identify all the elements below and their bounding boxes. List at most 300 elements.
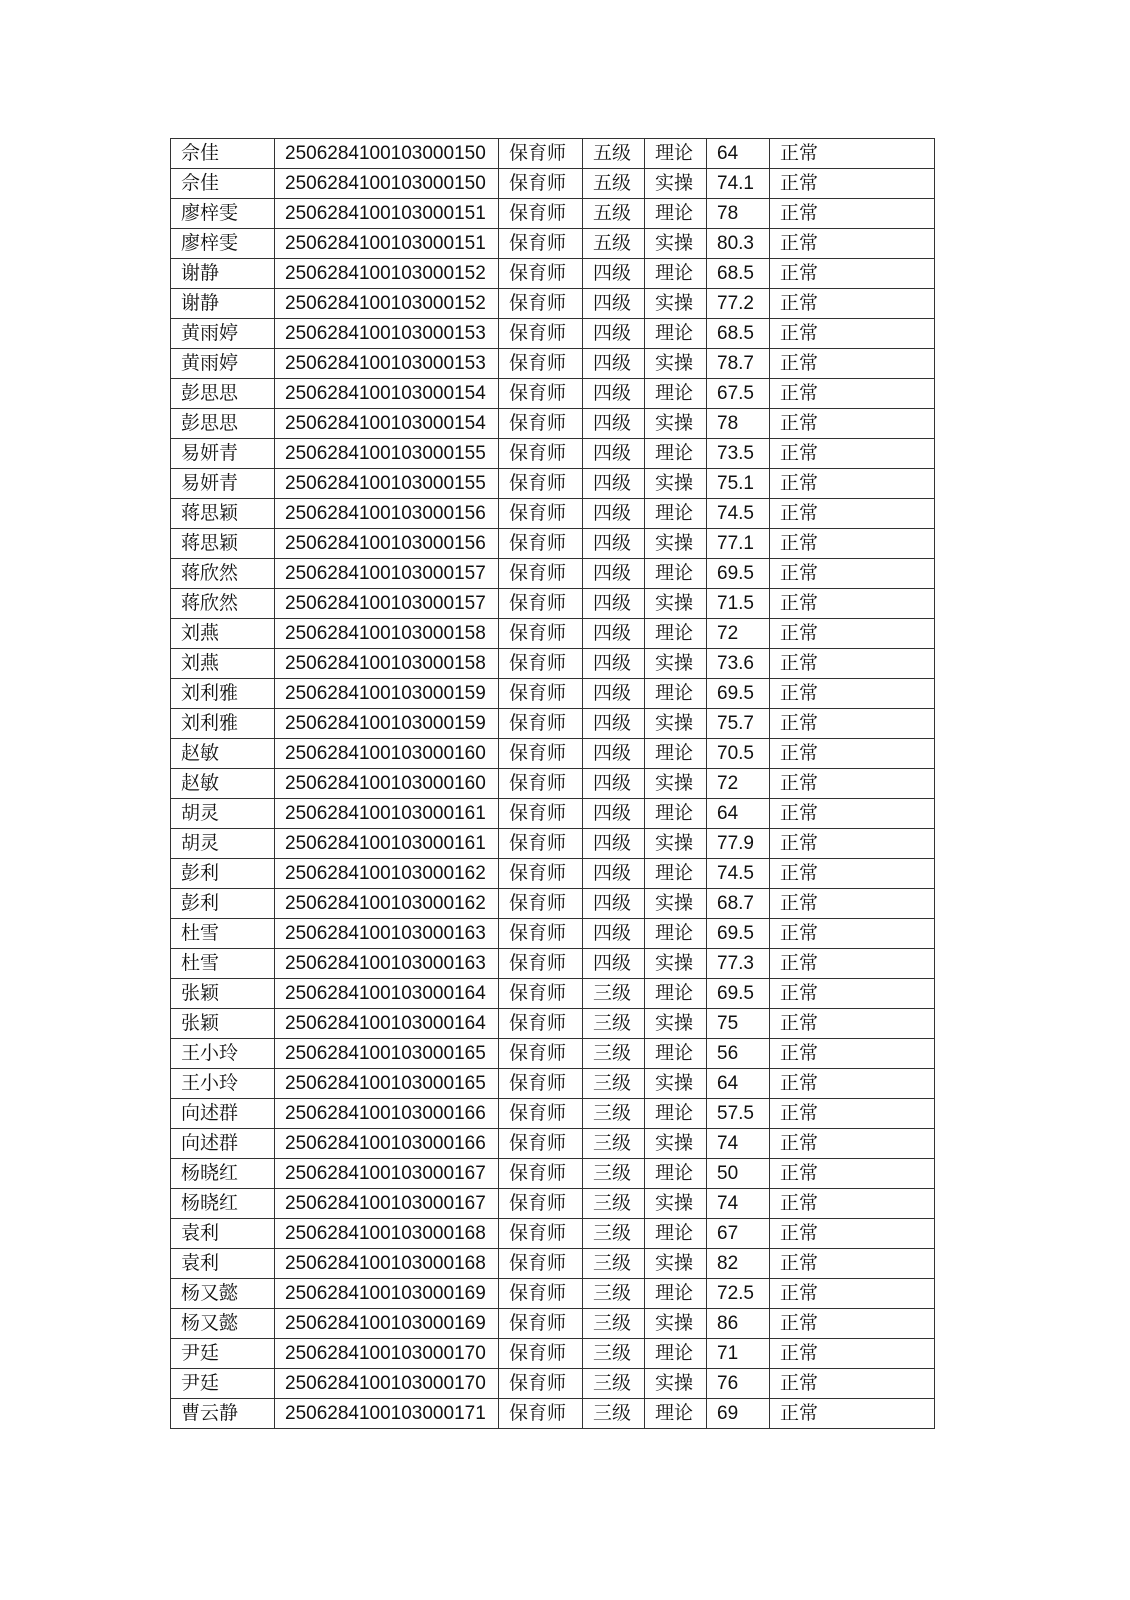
- exam-type-cell: 实操: [645, 349, 707, 379]
- exam-type-cell: 实操: [645, 1189, 707, 1219]
- score-cell: 69.5: [707, 559, 770, 589]
- occupation-cell: 保育师: [499, 1219, 583, 1249]
- exam-id-cell: 2506284100103000165: [275, 1039, 499, 1069]
- table-row: [171, 919, 935, 949]
- table-row: [171, 379, 935, 409]
- student-name-cell: 杨又懿: [171, 1279, 275, 1309]
- student-name-cell: 王小玲: [171, 1039, 275, 1069]
- table-row: [171, 1309, 935, 1339]
- exam-type-cell: 理论: [645, 799, 707, 829]
- occupation-cell: 保育师: [499, 709, 583, 739]
- status-cell: 正常: [770, 469, 935, 499]
- table-row: [171, 1279, 935, 1309]
- exam-type-cell: 理论: [645, 139, 707, 169]
- exam-type-cell: 理论: [645, 979, 707, 1009]
- exam-id-cell: 2506284100103000171: [275, 1399, 499, 1429]
- table-row: [171, 769, 935, 799]
- exam-id-cell: 2506284100103000152: [275, 259, 499, 289]
- student-name-cell: 向述群: [171, 1129, 275, 1159]
- status-cell: 正常: [770, 289, 935, 319]
- occupation-cell: 保育师: [499, 529, 583, 559]
- student-name-cell: 杜雪: [171, 949, 275, 979]
- status-cell: 正常: [770, 1039, 935, 1069]
- exam-type-cell: 理论: [645, 739, 707, 769]
- exam-id-cell: 2506284100103000162: [275, 859, 499, 889]
- student-name-cell: 蒋思颖: [171, 529, 275, 559]
- student-name-cell: 尹廷: [171, 1369, 275, 1399]
- exam-id-cell: 2506284100103000155: [275, 469, 499, 499]
- status-cell: 正常: [770, 1249, 935, 1279]
- level-cell: 三级: [583, 1399, 645, 1429]
- score-cell: 75: [707, 1009, 770, 1039]
- table-row: [171, 619, 935, 649]
- exam-type-cell: 实操: [645, 829, 707, 859]
- table-row: [171, 169, 935, 199]
- occupation-cell: 保育师: [499, 409, 583, 439]
- student-name-cell: 彭思思: [171, 379, 275, 409]
- exam-type-cell: 实操: [645, 1369, 707, 1399]
- exam-type-cell: 实操: [645, 649, 707, 679]
- exam-id-cell: 2506284100103000151: [275, 199, 499, 229]
- exam-id-cell: 2506284100103000157: [275, 589, 499, 619]
- exam-id-cell: 2506284100103000150: [275, 139, 499, 169]
- exam-id-cell: 2506284100103000154: [275, 379, 499, 409]
- score-cell: 72: [707, 619, 770, 649]
- level-cell: 三级: [583, 1339, 645, 1369]
- exam-id-cell: 2506284100103000164: [275, 1009, 499, 1039]
- status-cell: 正常: [770, 919, 935, 949]
- table-row: [171, 229, 935, 259]
- table-row: [171, 1369, 935, 1399]
- exam-type-cell: 理论: [645, 1339, 707, 1369]
- level-cell: 四级: [583, 379, 645, 409]
- exam-id-cell: 2506284100103000152: [275, 289, 499, 319]
- exam-id-cell: 2506284100103000153: [275, 349, 499, 379]
- occupation-cell: 保育师: [499, 1189, 583, 1219]
- student-name-cell: 易妍青: [171, 439, 275, 469]
- exam-id-cell: 2506284100103000161: [275, 829, 499, 859]
- score-cell: 64: [707, 139, 770, 169]
- exam-type-cell: 实操: [645, 1309, 707, 1339]
- table-row: [171, 1099, 935, 1129]
- level-cell: 三级: [583, 1129, 645, 1159]
- table-row: [171, 289, 935, 319]
- exam-type-cell: 理论: [645, 1279, 707, 1309]
- occupation-cell: 保育师: [499, 619, 583, 649]
- exam-type-cell: 理论: [645, 499, 707, 529]
- student-name-cell: 赵敏: [171, 739, 275, 769]
- occupation-cell: 保育师: [499, 1309, 583, 1339]
- exam-id-cell: 2506284100103000162: [275, 889, 499, 919]
- student-name-cell: 曹云静: [171, 1399, 275, 1429]
- score-cell: 74.5: [707, 859, 770, 889]
- score-cell: 64: [707, 799, 770, 829]
- score-cell: 68.5: [707, 259, 770, 289]
- exam-type-cell: 理论: [645, 679, 707, 709]
- occupation-cell: 保育师: [499, 1159, 583, 1189]
- level-cell: 四级: [583, 319, 645, 349]
- table-row: [171, 349, 935, 379]
- exam-id-cell: 2506284100103000158: [275, 649, 499, 679]
- occupation-cell: 保育师: [499, 739, 583, 769]
- level-cell: 四级: [583, 919, 645, 949]
- score-cell: 71.5: [707, 589, 770, 619]
- exam-type-cell: 理论: [645, 379, 707, 409]
- occupation-cell: 保育师: [499, 589, 583, 619]
- exam-type-cell: 理论: [645, 859, 707, 889]
- status-cell: 正常: [770, 409, 935, 439]
- score-cell: 67: [707, 1219, 770, 1249]
- exam-id-cell: 2506284100103000156: [275, 499, 499, 529]
- level-cell: 四级: [583, 589, 645, 619]
- occupation-cell: 保育师: [499, 349, 583, 379]
- score-cell: 71: [707, 1339, 770, 1369]
- score-cell: 56: [707, 1039, 770, 1069]
- occupation-cell: 保育师: [499, 1399, 583, 1429]
- exam-type-cell: 理论: [645, 1099, 707, 1129]
- table-row: [171, 1249, 935, 1279]
- table-row: [171, 139, 935, 169]
- student-name-cell: 彭思思: [171, 409, 275, 439]
- level-cell: 三级: [583, 1279, 645, 1309]
- occupation-cell: 保育师: [499, 679, 583, 709]
- level-cell: 四级: [583, 859, 645, 889]
- status-cell: 正常: [770, 1069, 935, 1099]
- exam-type-cell: 实操: [645, 409, 707, 439]
- score-cell: 76: [707, 1369, 770, 1399]
- student-name-cell: 彭利: [171, 859, 275, 889]
- level-cell: 五级: [583, 139, 645, 169]
- occupation-cell: 保育师: [499, 919, 583, 949]
- table-row: [171, 649, 935, 679]
- exam-id-cell: 2506284100103000168: [275, 1219, 499, 1249]
- student-name-cell: 张颖: [171, 979, 275, 1009]
- status-cell: 正常: [770, 1219, 935, 1249]
- score-cell: 77.2: [707, 289, 770, 319]
- table-row: [171, 829, 935, 859]
- status-cell: 正常: [770, 139, 935, 169]
- table-row: [171, 1219, 935, 1249]
- status-cell: 正常: [770, 889, 935, 919]
- status-cell: 正常: [770, 1159, 935, 1189]
- occupation-cell: 保育师: [499, 769, 583, 799]
- status-cell: 正常: [770, 799, 935, 829]
- occupation-cell: 保育师: [499, 559, 583, 589]
- score-cell: 74.1: [707, 169, 770, 199]
- score-cell: 72: [707, 769, 770, 799]
- level-cell: 三级: [583, 1189, 645, 1219]
- table-row: [171, 859, 935, 889]
- status-cell: 正常: [770, 379, 935, 409]
- occupation-cell: 保育师: [499, 469, 583, 499]
- student-name-cell: 蒋欣然: [171, 559, 275, 589]
- score-cell: 77.9: [707, 829, 770, 859]
- exam-id-cell: 2506284100103000169: [275, 1309, 499, 1339]
- score-cell: 69: [707, 1399, 770, 1429]
- score-cell: 69.5: [707, 979, 770, 1009]
- status-cell: 正常: [770, 619, 935, 649]
- exam-type-cell: 理论: [645, 439, 707, 469]
- exam-type-cell: 实操: [645, 169, 707, 199]
- table-row: [171, 1039, 935, 1069]
- status-cell: 正常: [770, 859, 935, 889]
- status-cell: 正常: [770, 529, 935, 559]
- exam-id-cell: 2506284100103000167: [275, 1159, 499, 1189]
- exam-type-cell: 理论: [645, 559, 707, 589]
- occupation-cell: 保育师: [499, 439, 583, 469]
- occupation-cell: 保育师: [499, 319, 583, 349]
- status-cell: 正常: [770, 1339, 935, 1369]
- score-cell: 80.3: [707, 229, 770, 259]
- table-row: [171, 259, 935, 289]
- exam-id-cell: 2506284100103000155: [275, 439, 499, 469]
- table-row: [171, 319, 935, 349]
- exam-type-cell: 实操: [645, 889, 707, 919]
- score-cell: 67.5: [707, 379, 770, 409]
- score-cell: 78: [707, 199, 770, 229]
- level-cell: 三级: [583, 1309, 645, 1339]
- score-cell: 82: [707, 1249, 770, 1279]
- table-row: [171, 589, 935, 619]
- exam-id-cell: 2506284100103000151: [275, 229, 499, 259]
- status-cell: 正常: [770, 1309, 935, 1339]
- occupation-cell: 保育师: [499, 1339, 583, 1369]
- student-name-cell: 蒋欣然: [171, 589, 275, 619]
- status-cell: 正常: [770, 259, 935, 289]
- level-cell: 四级: [583, 349, 645, 379]
- exam-id-cell: 2506284100103000164: [275, 979, 499, 1009]
- exam-type-cell: 实操: [645, 289, 707, 319]
- level-cell: 四级: [583, 469, 645, 499]
- exam-type-cell: 理论: [645, 259, 707, 289]
- student-name-cell: 杨又懿: [171, 1309, 275, 1339]
- exam-id-cell: 2506284100103000170: [275, 1339, 499, 1369]
- status-cell: 正常: [770, 769, 935, 799]
- level-cell: 三级: [583, 1069, 645, 1099]
- table-row: [171, 559, 935, 589]
- occupation-cell: 保育师: [499, 859, 583, 889]
- occupation-cell: 保育师: [499, 889, 583, 919]
- score-cell: 75.7: [707, 709, 770, 739]
- level-cell: 四级: [583, 769, 645, 799]
- student-name-cell: 廖梓雯: [171, 199, 275, 229]
- occupation-cell: 保育师: [499, 139, 583, 169]
- occupation-cell: 保育师: [499, 289, 583, 319]
- level-cell: 四级: [583, 289, 645, 319]
- table-row: [171, 799, 935, 829]
- table-row: [171, 199, 935, 229]
- exam-type-cell: 实操: [645, 709, 707, 739]
- exam-id-cell: 2506284100103000160: [275, 739, 499, 769]
- table-row: [171, 1399, 935, 1429]
- student-name-cell: 易妍青: [171, 469, 275, 499]
- status-cell: 正常: [770, 1099, 935, 1129]
- table-row: [171, 1009, 935, 1039]
- exam-type-cell: 理论: [645, 919, 707, 949]
- occupation-cell: 保育师: [499, 1369, 583, 1399]
- status-cell: 正常: [770, 649, 935, 679]
- level-cell: 三级: [583, 1099, 645, 1129]
- level-cell: 三级: [583, 1159, 645, 1189]
- student-name-cell: 黄雨婷: [171, 319, 275, 349]
- occupation-cell: 保育师: [499, 1249, 583, 1279]
- student-name-cell: 谢静: [171, 259, 275, 289]
- score-cell: 77.3: [707, 949, 770, 979]
- exam-id-cell: 2506284100103000157: [275, 559, 499, 589]
- occupation-cell: 保育师: [499, 1069, 583, 1099]
- student-name-cell: 刘利雅: [171, 679, 275, 709]
- status-cell: 正常: [770, 979, 935, 1009]
- exam-id-cell: 2506284100103000163: [275, 949, 499, 979]
- score-cell: 50: [707, 1159, 770, 1189]
- status-cell: 正常: [770, 349, 935, 379]
- exam-id-cell: 2506284100103000166: [275, 1099, 499, 1129]
- score-cell: 69.5: [707, 679, 770, 709]
- student-name-cell: 刘燕: [171, 649, 275, 679]
- student-name-cell: 佘佳: [171, 169, 275, 199]
- level-cell: 三级: [583, 1369, 645, 1399]
- exam-type-cell: 理论: [645, 319, 707, 349]
- table-row: [171, 1069, 935, 1099]
- level-cell: 四级: [583, 529, 645, 559]
- student-name-cell: 蒋思颖: [171, 499, 275, 529]
- score-table: [170, 138, 935, 1429]
- score-cell: 73.5: [707, 439, 770, 469]
- level-cell: 四级: [583, 709, 645, 739]
- level-cell: 四级: [583, 559, 645, 589]
- status-cell: 正常: [770, 679, 935, 709]
- exam-type-cell: 理论: [645, 1399, 707, 1429]
- score-cell: 75.1: [707, 469, 770, 499]
- student-name-cell: 袁利: [171, 1249, 275, 1279]
- exam-type-cell: 实操: [645, 1249, 707, 1279]
- student-name-cell: 张颖: [171, 1009, 275, 1039]
- score-cell: 68.5: [707, 319, 770, 349]
- table-row: [171, 889, 935, 919]
- level-cell: 四级: [583, 619, 645, 649]
- level-cell: 五级: [583, 169, 645, 199]
- level-cell: 四级: [583, 259, 645, 289]
- table-row: [171, 949, 935, 979]
- exam-id-cell: 2506284100103000169: [275, 1279, 499, 1309]
- status-cell: 正常: [770, 829, 935, 859]
- level-cell: 五级: [583, 199, 645, 229]
- occupation-cell: 保育师: [499, 199, 583, 229]
- exam-type-cell: 理论: [645, 1039, 707, 1069]
- table-row: [171, 739, 935, 769]
- status-cell: 正常: [770, 709, 935, 739]
- status-cell: 正常: [770, 1009, 935, 1039]
- status-cell: 正常: [770, 1129, 935, 1159]
- score-cell: 78.7: [707, 349, 770, 379]
- table-row: [171, 469, 935, 499]
- status-cell: 正常: [770, 1369, 935, 1399]
- table-row: [171, 1129, 935, 1159]
- score-table-body: [171, 139, 935, 1429]
- status-cell: 正常: [770, 439, 935, 469]
- status-cell: 正常: [770, 1189, 935, 1219]
- exam-type-cell: 实操: [645, 1009, 707, 1039]
- level-cell: 四级: [583, 889, 645, 919]
- score-cell: 74.5: [707, 499, 770, 529]
- exam-id-cell: 2506284100103000150: [275, 169, 499, 199]
- score-cell: 70.5: [707, 739, 770, 769]
- occupation-cell: 保育师: [499, 169, 583, 199]
- student-name-cell: 佘佳: [171, 139, 275, 169]
- student-name-cell: 袁利: [171, 1219, 275, 1249]
- exam-type-cell: 实操: [645, 1069, 707, 1099]
- student-name-cell: 彭利: [171, 889, 275, 919]
- exam-type-cell: 实操: [645, 1129, 707, 1159]
- level-cell: 五级: [583, 229, 645, 259]
- score-cell: 57.5: [707, 1099, 770, 1129]
- exam-id-cell: 2506284100103000166: [275, 1129, 499, 1159]
- level-cell: 四级: [583, 949, 645, 979]
- student-name-cell: 廖梓雯: [171, 229, 275, 259]
- score-cell: 69.5: [707, 919, 770, 949]
- student-name-cell: 胡灵: [171, 829, 275, 859]
- table-row: [171, 679, 935, 709]
- student-name-cell: 赵敏: [171, 769, 275, 799]
- score-cell: 73.6: [707, 649, 770, 679]
- table-row: [171, 1339, 935, 1369]
- exam-type-cell: 实操: [645, 229, 707, 259]
- occupation-cell: 保育师: [499, 649, 583, 679]
- level-cell: 四级: [583, 679, 645, 709]
- student-name-cell: 王小玲: [171, 1069, 275, 1099]
- table-row: [171, 529, 935, 559]
- student-name-cell: 刘利雅: [171, 709, 275, 739]
- occupation-cell: 保育师: [499, 229, 583, 259]
- exam-id-cell: 2506284100103000168: [275, 1249, 499, 1279]
- exam-id-cell: 2506284100103000163: [275, 919, 499, 949]
- status-cell: 正常: [770, 739, 935, 769]
- table-row: [171, 499, 935, 529]
- level-cell: 四级: [583, 829, 645, 859]
- status-cell: 正常: [770, 589, 935, 619]
- occupation-cell: 保育师: [499, 1039, 583, 1069]
- exam-id-cell: 2506284100103000156: [275, 529, 499, 559]
- student-name-cell: 尹廷: [171, 1339, 275, 1369]
- occupation-cell: 保育师: [499, 1009, 583, 1039]
- status-cell: 正常: [770, 1279, 935, 1309]
- level-cell: 三级: [583, 1009, 645, 1039]
- exam-id-cell: 2506284100103000153: [275, 319, 499, 349]
- exam-type-cell: 实操: [645, 589, 707, 619]
- occupation-cell: 保育师: [499, 1099, 583, 1129]
- exam-id-cell: 2506284100103000154: [275, 409, 499, 439]
- table-row: [171, 709, 935, 739]
- exam-type-cell: 理论: [645, 199, 707, 229]
- exam-type-cell: 实操: [645, 949, 707, 979]
- occupation-cell: 保育师: [499, 1279, 583, 1309]
- occupation-cell: 保育师: [499, 949, 583, 979]
- level-cell: 三级: [583, 979, 645, 1009]
- exam-id-cell: 2506284100103000167: [275, 1189, 499, 1219]
- status-cell: 正常: [770, 199, 935, 229]
- level-cell: 四级: [583, 499, 645, 529]
- score-cell: 64: [707, 1069, 770, 1099]
- score-cell: 77.1: [707, 529, 770, 559]
- table-row: [171, 1159, 935, 1189]
- student-name-cell: 杨晓红: [171, 1159, 275, 1189]
- level-cell: 四级: [583, 409, 645, 439]
- exam-id-cell: 2506284100103000159: [275, 709, 499, 739]
- status-cell: 正常: [770, 499, 935, 529]
- student-name-cell: 杨晓红: [171, 1189, 275, 1219]
- status-cell: 正常: [770, 559, 935, 589]
- exam-id-cell: 2506284100103000161: [275, 799, 499, 829]
